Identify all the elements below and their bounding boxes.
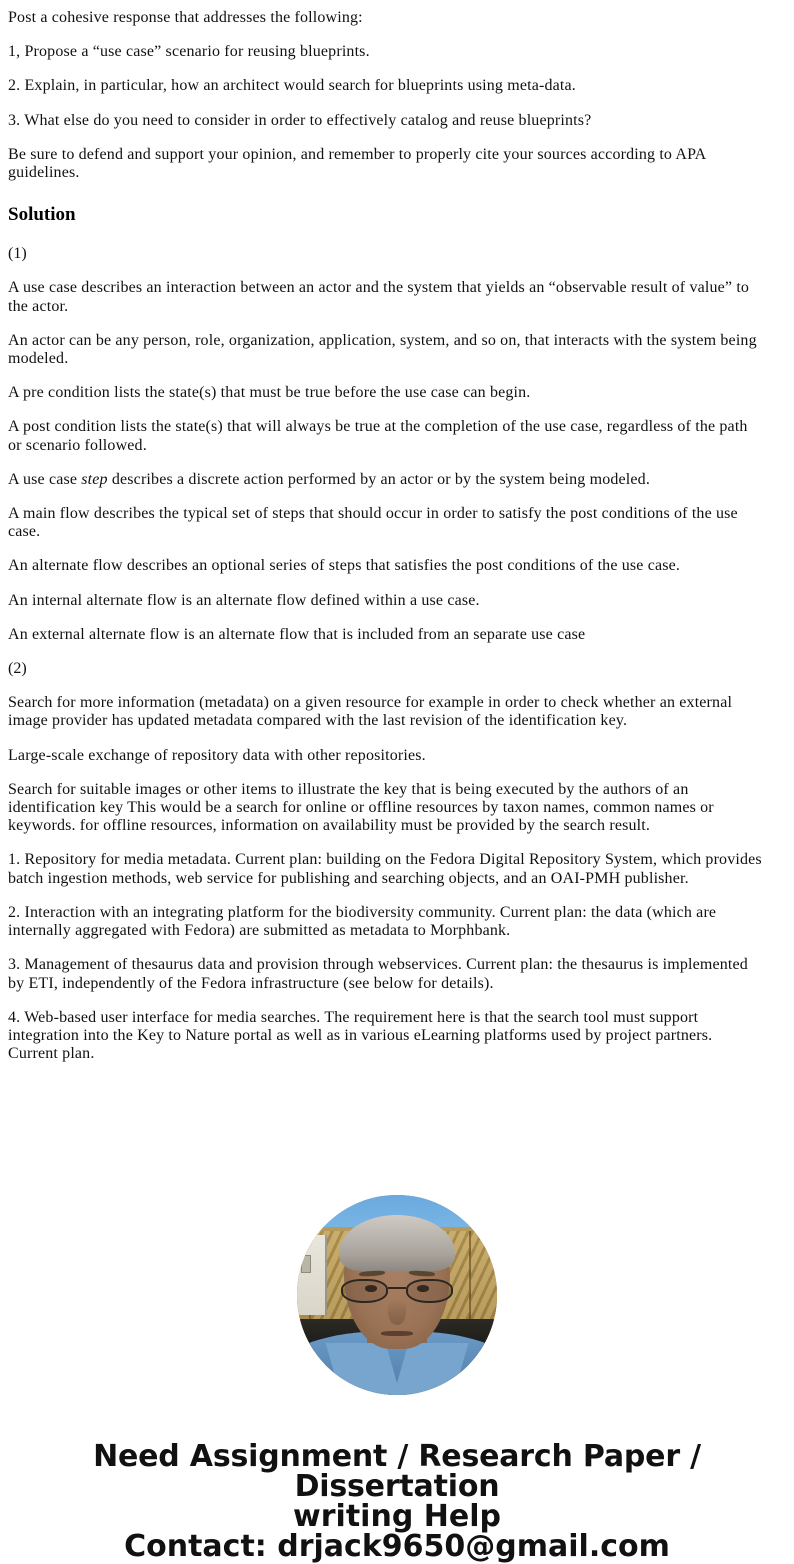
avatar-glasses-bridge — [388, 1287, 406, 1289]
use-case-definition: A use case describes an interaction between an actor and the system that yields an “observable result of value” to the actor. — [8, 279, 750, 315]
avatar-container — [0, 1195, 794, 1395]
avatar — [297, 1195, 497, 1395]
step-sentence-italic: step — [81, 470, 108, 488]
part-marker-two: (2) — [8, 660, 27, 678]
internal-alternate-flow-definition: An internal alternate flow is an alternate flow defined within a use case. — [8, 591, 480, 609]
avatar-lens-left — [341, 1279, 388, 1303]
main-flow-definition: A main flow describes the typical set of steps that should occur in order to satisfy the post conditions of the use case. — [8, 505, 738, 541]
pre-condition-definition: A pre condition lists the state(s) that must be true before the use case can begin. — [8, 384, 531, 402]
promo-headline: Need Assignment / Research Paper / Dissertation — [93, 1439, 701, 1505]
numbered-point-1: 1. Repository for media metadata. Current plan: building on the Fedora Digital Repository System, which provides batch ingestion methods, web service for publishing and searching objects, and an OAI-PMH publisher. — [8, 851, 762, 887]
numbered-point-2: 2. Interaction with an integrating platform for the biodiversity community. Current plan: the data (which are internally aggregated with Fedora) are submitted as metadata to Morphbank. — [8, 903, 717, 940]
prompt-paragraph-1: 1, Propose a “use case” scenario for reusing blueprints. — [8, 43, 370, 61]
avatar-nose — [388, 1299, 406, 1325]
promo-contact: Contact: drjack9650@gmail.com — [124, 1529, 670, 1564]
step-sentence-before: A use case — [8, 470, 82, 488]
prompt-paragraph-3: 3. What else do you need to consider in order to effectively catalog and reuse blueprints? — [8, 111, 592, 129]
repository-exchange-paragraph: Large-scale exchange of repository data with other repositories. — [8, 746, 426, 764]
actor-definition: An actor can be any person, role, organization, application, system, and so on, that interacts with the system being modeled. — [8, 331, 757, 368]
step-sentence-after: describes a discrete action performed by an actor or by the system being modeled. — [107, 470, 650, 488]
prompt-paragraph-apa-note: Be sure to defend and support your opinion, and remember to properly cite your sources according to APA guidelines. — [8, 145, 706, 182]
alternate-flow-definition: An alternate flow describes an optional series of steps that satisfies the post conditions of the use case. — [8, 557, 681, 575]
image-search-paragraph: Search for suitable images or other items to illustrate the key that is being executed by the authors of an identification key This would be a search for online or offline resources by taxon names, common names or keywords. for offline resources, information on availability must be provided by the search result. — [8, 780, 714, 835]
promo-block — [0, 1439, 794, 1564]
promo-subheadline: writing Help — [293, 1499, 501, 1535]
numbered-point-4: 4. Web-based user interface for media searches. The requirement here is that the search tool must support integration into the Key to Nature portal as well as in various eLearning platforms used by project partners. Current plan. — [8, 1008, 713, 1063]
external-alternate-flow-definition: An external alternate flow is an alternate flow that is included from an separate use case — [8, 625, 586, 643]
avatar-background-door — [297, 1235, 327, 1315]
avatar-background-switch — [301, 1255, 311, 1273]
post-condition-definition: A post condition lists the state(s) that will always be true at the completion of the use case, regardless of the path or scenario followed. — [8, 418, 748, 454]
part-marker-one: (1) — [8, 245, 27, 263]
use-case-step-definition — [8, 471, 764, 489]
avatar-lens-right — [406, 1279, 453, 1303]
prompt-paragraph-2: 2. Explain, in particular, how an architect would search for blueprints using meta-data. — [8, 77, 576, 95]
prompt-paragraph-intro: Post a cohesive response that addresses the following: — [8, 9, 363, 26]
metadata-search-paragraph: Search for more information (metadata) on a given resource for example in order to check whether an external image provider has updated metadata compared with the last revision of the identification key. — [8, 694, 733, 730]
solution-heading: Solution — [8, 204, 76, 226]
numbered-point-3: 3. Management of thesaurus data and provision through webservices. Current plan: the thesaurus is implemented by ETI, independently of the Fedora infrastructure (see below for details). — [8, 956, 748, 992]
